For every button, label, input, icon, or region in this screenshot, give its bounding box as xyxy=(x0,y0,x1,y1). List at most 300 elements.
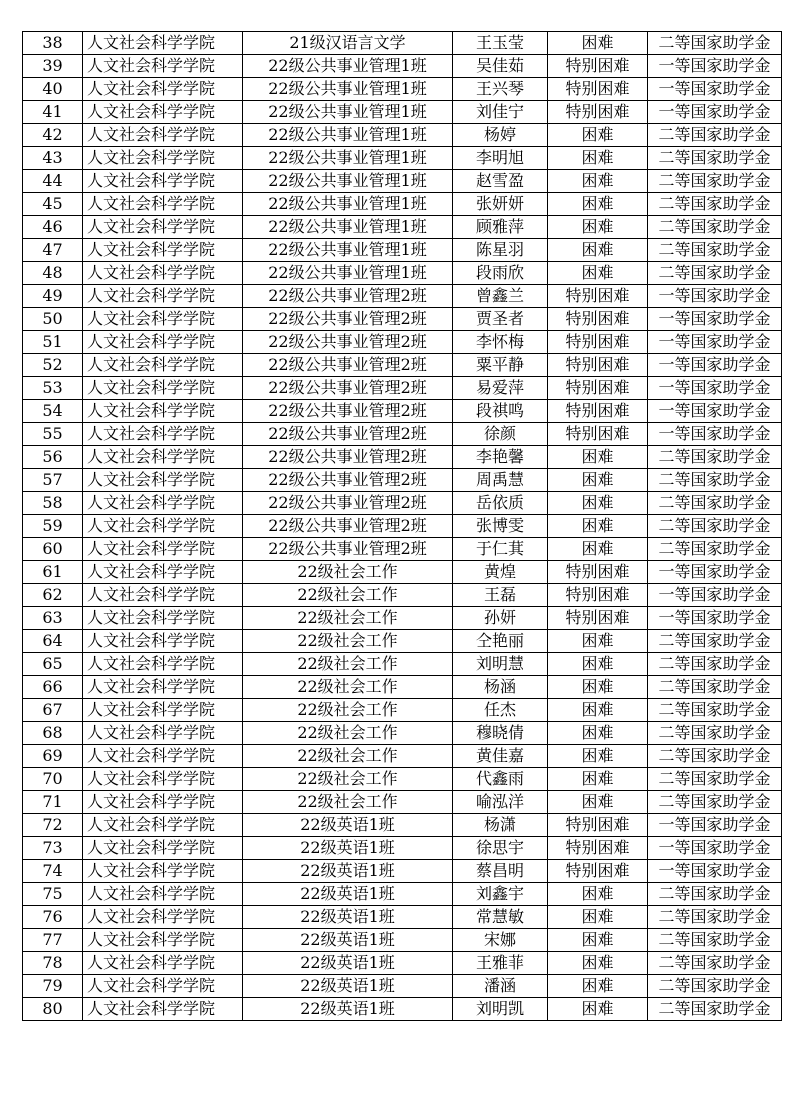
college-cell: 人文社会科学学院 xyxy=(83,170,243,193)
row-number: 64 xyxy=(23,630,83,653)
row-number: 44 xyxy=(23,170,83,193)
student-name-cell: 宋娜 xyxy=(453,929,548,952)
grant-level-cell: 二等国家助学金 xyxy=(648,722,782,745)
class-cell: 22级公共事业管理2班 xyxy=(243,492,453,515)
class-cell: 22级英语1班 xyxy=(243,906,453,929)
grant-level-cell: 二等国家助学金 xyxy=(648,515,782,538)
class-cell: 22级社会工作 xyxy=(243,653,453,676)
class-cell: 22级公共事业管理1班 xyxy=(243,216,453,239)
class-cell: 22级公共事业管理2班 xyxy=(243,446,453,469)
student-name-cell: 贾圣者 xyxy=(453,308,548,331)
class-cell: 22级公共事业管理1班 xyxy=(243,78,453,101)
student-name-cell: 陈星羽 xyxy=(453,239,548,262)
college-cell: 人文社会科学学院 xyxy=(83,239,243,262)
grant-level-cell: 一等国家助学金 xyxy=(648,561,782,584)
college-cell: 人文社会科学学院 xyxy=(83,101,243,124)
class-cell: 22级公共事业管理1班 xyxy=(243,239,453,262)
college-cell: 人文社会科学学院 xyxy=(83,561,243,584)
student-name-cell: 段祺鸣 xyxy=(453,400,548,423)
difficulty-level-cell: 困难 xyxy=(548,124,648,147)
row-number: 79 xyxy=(23,975,83,998)
student-name-cell: 刘明慧 xyxy=(453,653,548,676)
difficulty-level-cell: 特别困难 xyxy=(548,837,648,860)
class-cell: 22级社会工作 xyxy=(243,607,453,630)
student-name-cell: 喻泓洋 xyxy=(453,791,548,814)
table-row xyxy=(23,78,782,101)
table-row xyxy=(23,837,782,860)
student-name-cell: 仝艳丽 xyxy=(453,630,548,653)
student-name-cell: 刘明凯 xyxy=(453,998,548,1021)
row-number: 71 xyxy=(23,791,83,814)
grant-level-cell: 一等国家助学金 xyxy=(648,837,782,860)
table-row xyxy=(23,584,782,607)
row-number: 69 xyxy=(23,745,83,768)
difficulty-level-cell: 困难 xyxy=(548,653,648,676)
class-cell: 22级社会工作 xyxy=(243,584,453,607)
class-cell: 22级公共事业管理2班 xyxy=(243,469,453,492)
row-number: 73 xyxy=(23,837,83,860)
table-row xyxy=(23,607,782,630)
college-cell: 人文社会科学学院 xyxy=(83,32,243,55)
table-row xyxy=(23,55,782,78)
grant-level-cell: 二等国家助学金 xyxy=(648,538,782,561)
college-cell: 人文社会科学学院 xyxy=(83,216,243,239)
student-name-cell: 杨潇 xyxy=(453,814,548,837)
difficulty-level-cell: 特别困难 xyxy=(548,860,648,883)
difficulty-level-cell: 困难 xyxy=(548,952,648,975)
student-name-cell: 顾雅萍 xyxy=(453,216,548,239)
college-cell: 人文社会科学学院 xyxy=(83,262,243,285)
row-number: 62 xyxy=(23,584,83,607)
table-row xyxy=(23,768,782,791)
student-name-cell: 刘鑫宇 xyxy=(453,883,548,906)
row-number: 66 xyxy=(23,676,83,699)
table-row xyxy=(23,722,782,745)
student-name-cell: 李明旭 xyxy=(453,147,548,170)
row-number: 70 xyxy=(23,768,83,791)
difficulty-level-cell: 特别困难 xyxy=(548,377,648,400)
class-cell: 22级英语1班 xyxy=(243,975,453,998)
difficulty-level-cell: 困难 xyxy=(548,929,648,952)
class-cell: 22级社会工作 xyxy=(243,791,453,814)
college-cell: 人文社会科学学院 xyxy=(83,78,243,101)
grant-level-cell: 二等国家助学金 xyxy=(648,975,782,998)
grant-level-cell: 一等国家助学金 xyxy=(648,331,782,354)
table-row xyxy=(23,354,782,377)
class-cell: 22级公共事业管理1班 xyxy=(243,55,453,78)
class-cell: 22级公共事业管理1班 xyxy=(243,262,453,285)
student-name-cell: 王兴琴 xyxy=(453,78,548,101)
table-row xyxy=(23,147,782,170)
grant-level-cell: 二等国家助学金 xyxy=(648,906,782,929)
table-row xyxy=(23,561,782,584)
table-row xyxy=(23,193,782,216)
student-name-cell: 孙妍 xyxy=(453,607,548,630)
table-row xyxy=(23,124,782,147)
table-row xyxy=(23,170,782,193)
grant-level-cell: 二等国家助学金 xyxy=(648,469,782,492)
table-body xyxy=(23,32,782,1021)
class-cell: 22级公共事业管理2班 xyxy=(243,354,453,377)
student-name-cell: 潘涵 xyxy=(453,975,548,998)
college-cell: 人文社会科学学院 xyxy=(83,492,243,515)
difficulty-level-cell: 困难 xyxy=(548,906,648,929)
student-name-cell: 杨涵 xyxy=(453,676,548,699)
table-row xyxy=(23,239,782,262)
student-name-cell: 李艳馨 xyxy=(453,446,548,469)
table-row xyxy=(23,492,782,515)
row-number: 46 xyxy=(23,216,83,239)
student-name-cell: 黄煌 xyxy=(453,561,548,584)
table-row xyxy=(23,630,782,653)
college-cell: 人文社会科学学院 xyxy=(83,308,243,331)
student-name-cell: 张博雯 xyxy=(453,515,548,538)
class-cell: 22级英语1班 xyxy=(243,837,453,860)
table-row xyxy=(23,998,782,1021)
class-cell: 22级社会工作 xyxy=(243,699,453,722)
row-number: 72 xyxy=(23,814,83,837)
student-name-cell: 粟平静 xyxy=(453,354,548,377)
student-name-cell: 王雅菲 xyxy=(453,952,548,975)
grant-level-cell: 二等国家助学金 xyxy=(648,124,782,147)
row-number: 47 xyxy=(23,239,83,262)
grant-level-cell: 二等国家助学金 xyxy=(648,676,782,699)
grant-level-cell: 二等国家助学金 xyxy=(648,745,782,768)
student-name-cell: 刘佳宁 xyxy=(453,101,548,124)
student-name-cell: 张妍妍 xyxy=(453,193,548,216)
college-cell: 人文社会科学学院 xyxy=(83,55,243,78)
row-number: 59 xyxy=(23,515,83,538)
row-number: 75 xyxy=(23,883,83,906)
class-cell: 22级公共事业管理2班 xyxy=(243,423,453,446)
row-number: 50 xyxy=(23,308,83,331)
grant-level-cell: 二等国家助学金 xyxy=(648,998,782,1021)
table-row xyxy=(23,515,782,538)
difficulty-level-cell: 困难 xyxy=(548,630,648,653)
row-number: 60 xyxy=(23,538,83,561)
student-name-cell: 蔡昌明 xyxy=(453,860,548,883)
table-row xyxy=(23,262,782,285)
college-cell: 人文社会科学学院 xyxy=(83,124,243,147)
class-cell: 22级英语1班 xyxy=(243,883,453,906)
student-name-cell: 于仁萁 xyxy=(453,538,548,561)
grant-level-cell: 一等国家助学金 xyxy=(648,78,782,101)
college-cell: 人文社会科学学院 xyxy=(83,653,243,676)
student-name-cell: 穆晓倩 xyxy=(453,722,548,745)
student-name-cell: 代鑫雨 xyxy=(453,768,548,791)
difficulty-level-cell: 困难 xyxy=(548,676,648,699)
table-row xyxy=(23,400,782,423)
difficulty-level-cell: 困难 xyxy=(548,883,648,906)
table-row xyxy=(23,101,782,124)
row-number: 41 xyxy=(23,101,83,124)
grant-level-cell: 一等国家助学金 xyxy=(648,860,782,883)
difficulty-level-cell: 特别困难 xyxy=(548,101,648,124)
difficulty-level-cell: 困难 xyxy=(548,722,648,745)
student-name-cell: 黄佳嘉 xyxy=(453,745,548,768)
student-name-cell: 李怀梅 xyxy=(453,331,548,354)
college-cell: 人文社会科学学院 xyxy=(83,791,243,814)
class-cell: 22级公共事业管理1班 xyxy=(243,124,453,147)
grant-level-cell: 一等国家助学金 xyxy=(648,377,782,400)
table-row xyxy=(23,791,782,814)
grant-level-cell: 一等国家助学金 xyxy=(648,55,782,78)
table-row xyxy=(23,32,782,55)
student-name-cell: 徐颜 xyxy=(453,423,548,446)
row-number: 52 xyxy=(23,354,83,377)
difficulty-level-cell: 特别困难 xyxy=(548,354,648,377)
difficulty-level-cell: 困难 xyxy=(548,699,648,722)
table-row xyxy=(23,676,782,699)
difficulty-level-cell: 特别困难 xyxy=(548,308,648,331)
student-name-cell: 常慧敏 xyxy=(453,906,548,929)
class-cell: 22级公共事业管理1班 xyxy=(243,147,453,170)
row-number: 68 xyxy=(23,722,83,745)
difficulty-level-cell: 特别困难 xyxy=(548,331,648,354)
row-number: 49 xyxy=(23,285,83,308)
class-cell: 22级公共事业管理2班 xyxy=(243,331,453,354)
class-cell: 22级公共事业管理2班 xyxy=(243,400,453,423)
student-name-cell: 吴佳茹 xyxy=(453,55,548,78)
difficulty-level-cell: 困难 xyxy=(548,193,648,216)
grant-level-cell: 二等国家助学金 xyxy=(648,929,782,952)
grant-level-cell: 二等国家助学金 xyxy=(648,630,782,653)
difficulty-level-cell: 困难 xyxy=(548,998,648,1021)
grant-level-cell: 一等国家助学金 xyxy=(648,584,782,607)
college-cell: 人文社会科学学院 xyxy=(83,538,243,561)
college-cell: 人文社会科学学院 xyxy=(83,998,243,1021)
college-cell: 人文社会科学学院 xyxy=(83,446,243,469)
difficulty-level-cell: 特别困难 xyxy=(548,584,648,607)
row-number: 51 xyxy=(23,331,83,354)
difficulty-level-cell: 困难 xyxy=(548,492,648,515)
table-row xyxy=(23,975,782,998)
difficulty-level-cell: 困难 xyxy=(548,791,648,814)
difficulty-level-cell: 困难 xyxy=(548,745,648,768)
grant-level-cell: 一等国家助学金 xyxy=(648,354,782,377)
student-name-cell: 易爱萍 xyxy=(453,377,548,400)
difficulty-level-cell: 困难 xyxy=(548,170,648,193)
college-cell: 人文社会科学学院 xyxy=(83,515,243,538)
college-cell: 人文社会科学学院 xyxy=(83,193,243,216)
student-name-cell: 徐思宇 xyxy=(453,837,548,860)
row-number: 53 xyxy=(23,377,83,400)
student-name-cell: 岳依质 xyxy=(453,492,548,515)
row-number: 48 xyxy=(23,262,83,285)
grant-level-cell: 二等国家助学金 xyxy=(648,768,782,791)
table-row xyxy=(23,952,782,975)
difficulty-level-cell: 困难 xyxy=(548,262,648,285)
class-cell: 22级社会工作 xyxy=(243,768,453,791)
difficulty-level-cell: 困难 xyxy=(548,32,648,55)
class-cell: 22级公共事业管理1班 xyxy=(243,193,453,216)
class-cell: 21级汉语言文学 xyxy=(243,32,453,55)
row-number: 78 xyxy=(23,952,83,975)
student-name-cell: 曾鑫兰 xyxy=(453,285,548,308)
college-cell: 人文社会科学学院 xyxy=(83,285,243,308)
grant-level-cell: 二等国家助学金 xyxy=(648,239,782,262)
row-number: 45 xyxy=(23,193,83,216)
grant-level-cell: 一等国家助学金 xyxy=(648,400,782,423)
table-row xyxy=(23,216,782,239)
student-name-cell: 杨婷 xyxy=(453,124,548,147)
college-cell: 人文社会科学学院 xyxy=(83,952,243,975)
row-number: 39 xyxy=(23,55,83,78)
student-name-cell: 任杰 xyxy=(453,699,548,722)
class-cell: 22级社会工作 xyxy=(243,676,453,699)
grant-level-cell: 二等国家助学金 xyxy=(648,32,782,55)
row-number: 43 xyxy=(23,147,83,170)
table-row xyxy=(23,653,782,676)
college-cell: 人文社会科学学院 xyxy=(83,699,243,722)
row-number: 77 xyxy=(23,929,83,952)
difficulty-level-cell: 困难 xyxy=(548,147,648,170)
college-cell: 人文社会科学学院 xyxy=(83,630,243,653)
table-row xyxy=(23,423,782,446)
class-cell: 22级社会工作 xyxy=(243,745,453,768)
grant-level-cell: 二等国家助学金 xyxy=(648,883,782,906)
row-number: 65 xyxy=(23,653,83,676)
class-cell: 22级社会工作 xyxy=(243,630,453,653)
class-cell: 22级公共事业管理2班 xyxy=(243,515,453,538)
row-number: 54 xyxy=(23,400,83,423)
grant-level-cell: 二等国家助学金 xyxy=(648,791,782,814)
grant-level-cell: 二等国家助学金 xyxy=(648,492,782,515)
difficulty-level-cell: 困难 xyxy=(548,515,648,538)
college-cell: 人文社会科学学院 xyxy=(83,860,243,883)
college-cell: 人文社会科学学院 xyxy=(83,331,243,354)
difficulty-level-cell: 困难 xyxy=(548,239,648,262)
class-cell: 22级公共事业管理2班 xyxy=(243,538,453,561)
grant-level-cell: 一等国家助学金 xyxy=(648,814,782,837)
difficulty-level-cell: 特别困难 xyxy=(548,285,648,308)
student-name-cell: 赵雪盈 xyxy=(453,170,548,193)
difficulty-level-cell: 困难 xyxy=(548,975,648,998)
grant-level-cell: 一等国家助学金 xyxy=(648,308,782,331)
table-row xyxy=(23,929,782,952)
class-cell: 22级公共事业管理1班 xyxy=(243,170,453,193)
row-number: 63 xyxy=(23,607,83,630)
row-number: 38 xyxy=(23,32,83,55)
college-cell: 人文社会科学学院 xyxy=(83,975,243,998)
class-cell: 22级社会工作 xyxy=(243,561,453,584)
difficulty-level-cell: 特别困难 xyxy=(548,78,648,101)
grant-level-cell: 一等国家助学金 xyxy=(648,285,782,308)
difficulty-level-cell: 特别困难 xyxy=(548,55,648,78)
table-row xyxy=(23,446,782,469)
college-cell: 人文社会科学学院 xyxy=(83,400,243,423)
grant-level-cell: 二等国家助学金 xyxy=(648,653,782,676)
difficulty-level-cell: 困难 xyxy=(548,538,648,561)
grant-level-cell: 二等国家助学金 xyxy=(648,952,782,975)
class-cell: 22级英语1班 xyxy=(243,998,453,1021)
grant-level-cell: 一等国家助学金 xyxy=(648,607,782,630)
difficulty-level-cell: 特别困难 xyxy=(548,423,648,446)
college-cell: 人文社会科学学院 xyxy=(83,676,243,699)
college-cell: 人文社会科学学院 xyxy=(83,469,243,492)
row-number: 42 xyxy=(23,124,83,147)
student-name-cell: 王玉莹 xyxy=(453,32,548,55)
class-cell: 22级社会工作 xyxy=(243,722,453,745)
row-number: 61 xyxy=(23,561,83,584)
table-row xyxy=(23,469,782,492)
row-number: 67 xyxy=(23,699,83,722)
grant-level-cell: 二等国家助学金 xyxy=(648,193,782,216)
grant-level-cell: 二等国家助学金 xyxy=(648,147,782,170)
grant-level-cell: 二等国家助学金 xyxy=(648,699,782,722)
row-number: 76 xyxy=(23,906,83,929)
row-number: 57 xyxy=(23,469,83,492)
grant-level-cell: 一等国家助学金 xyxy=(648,101,782,124)
difficulty-level-cell: 困难 xyxy=(548,216,648,239)
student-name-cell: 段雨欣 xyxy=(453,262,548,285)
difficulty-level-cell: 困难 xyxy=(548,768,648,791)
class-cell: 22级英语1班 xyxy=(243,929,453,952)
college-cell: 人文社会科学学院 xyxy=(83,584,243,607)
table-row xyxy=(23,883,782,906)
class-cell: 22级公共事业管理2班 xyxy=(243,308,453,331)
student-name-cell: 周禹慧 xyxy=(453,469,548,492)
class-cell: 22级公共事业管理2班 xyxy=(243,285,453,308)
college-cell: 人文社会科学学院 xyxy=(83,147,243,170)
college-cell: 人文社会科学学院 xyxy=(83,722,243,745)
class-cell: 22级公共事业管理1班 xyxy=(243,101,453,124)
difficulty-level-cell: 特别困难 xyxy=(548,814,648,837)
difficulty-level-cell: 特别困难 xyxy=(548,561,648,584)
row-number: 55 xyxy=(23,423,83,446)
row-number: 56 xyxy=(23,446,83,469)
college-cell: 人文社会科学学院 xyxy=(83,929,243,952)
difficulty-level-cell: 困难 xyxy=(548,469,648,492)
grant-level-cell: 二等国家助学金 xyxy=(648,216,782,239)
college-cell: 人文社会科学学院 xyxy=(83,768,243,791)
table-row xyxy=(23,906,782,929)
college-cell: 人文社会科学学院 xyxy=(83,837,243,860)
class-cell: 22级英语1班 xyxy=(243,860,453,883)
student-aid-table xyxy=(22,31,782,1021)
row-number: 58 xyxy=(23,492,83,515)
class-cell: 22级英语1班 xyxy=(243,814,453,837)
college-cell: 人文社会科学学院 xyxy=(83,607,243,630)
grant-level-cell: 二等国家助学金 xyxy=(648,170,782,193)
table-row xyxy=(23,331,782,354)
table-row xyxy=(23,377,782,400)
row-number: 40 xyxy=(23,78,83,101)
difficulty-level-cell: 特别困难 xyxy=(548,400,648,423)
class-cell: 22级英语1班 xyxy=(243,952,453,975)
college-cell: 人文社会科学学院 xyxy=(83,745,243,768)
grant-level-cell: 一等国家助学金 xyxy=(648,423,782,446)
table-row xyxy=(23,538,782,561)
college-cell: 人文社会科学学院 xyxy=(83,883,243,906)
grant-level-cell: 二等国家助学金 xyxy=(648,262,782,285)
difficulty-level-cell: 困难 xyxy=(548,446,648,469)
student-name-cell: 王磊 xyxy=(453,584,548,607)
row-number: 80 xyxy=(23,998,83,1021)
table-row xyxy=(23,860,782,883)
table-row xyxy=(23,285,782,308)
row-number: 74 xyxy=(23,860,83,883)
college-cell: 人文社会科学学院 xyxy=(83,906,243,929)
table-row xyxy=(23,699,782,722)
difficulty-level-cell: 特别困难 xyxy=(548,607,648,630)
table-row xyxy=(23,745,782,768)
college-cell: 人文社会科学学院 xyxy=(83,354,243,377)
table-row xyxy=(23,814,782,837)
college-cell: 人文社会科学学院 xyxy=(83,377,243,400)
college-cell: 人文社会科学学院 xyxy=(83,814,243,837)
grant-level-cell: 二等国家助学金 xyxy=(648,446,782,469)
